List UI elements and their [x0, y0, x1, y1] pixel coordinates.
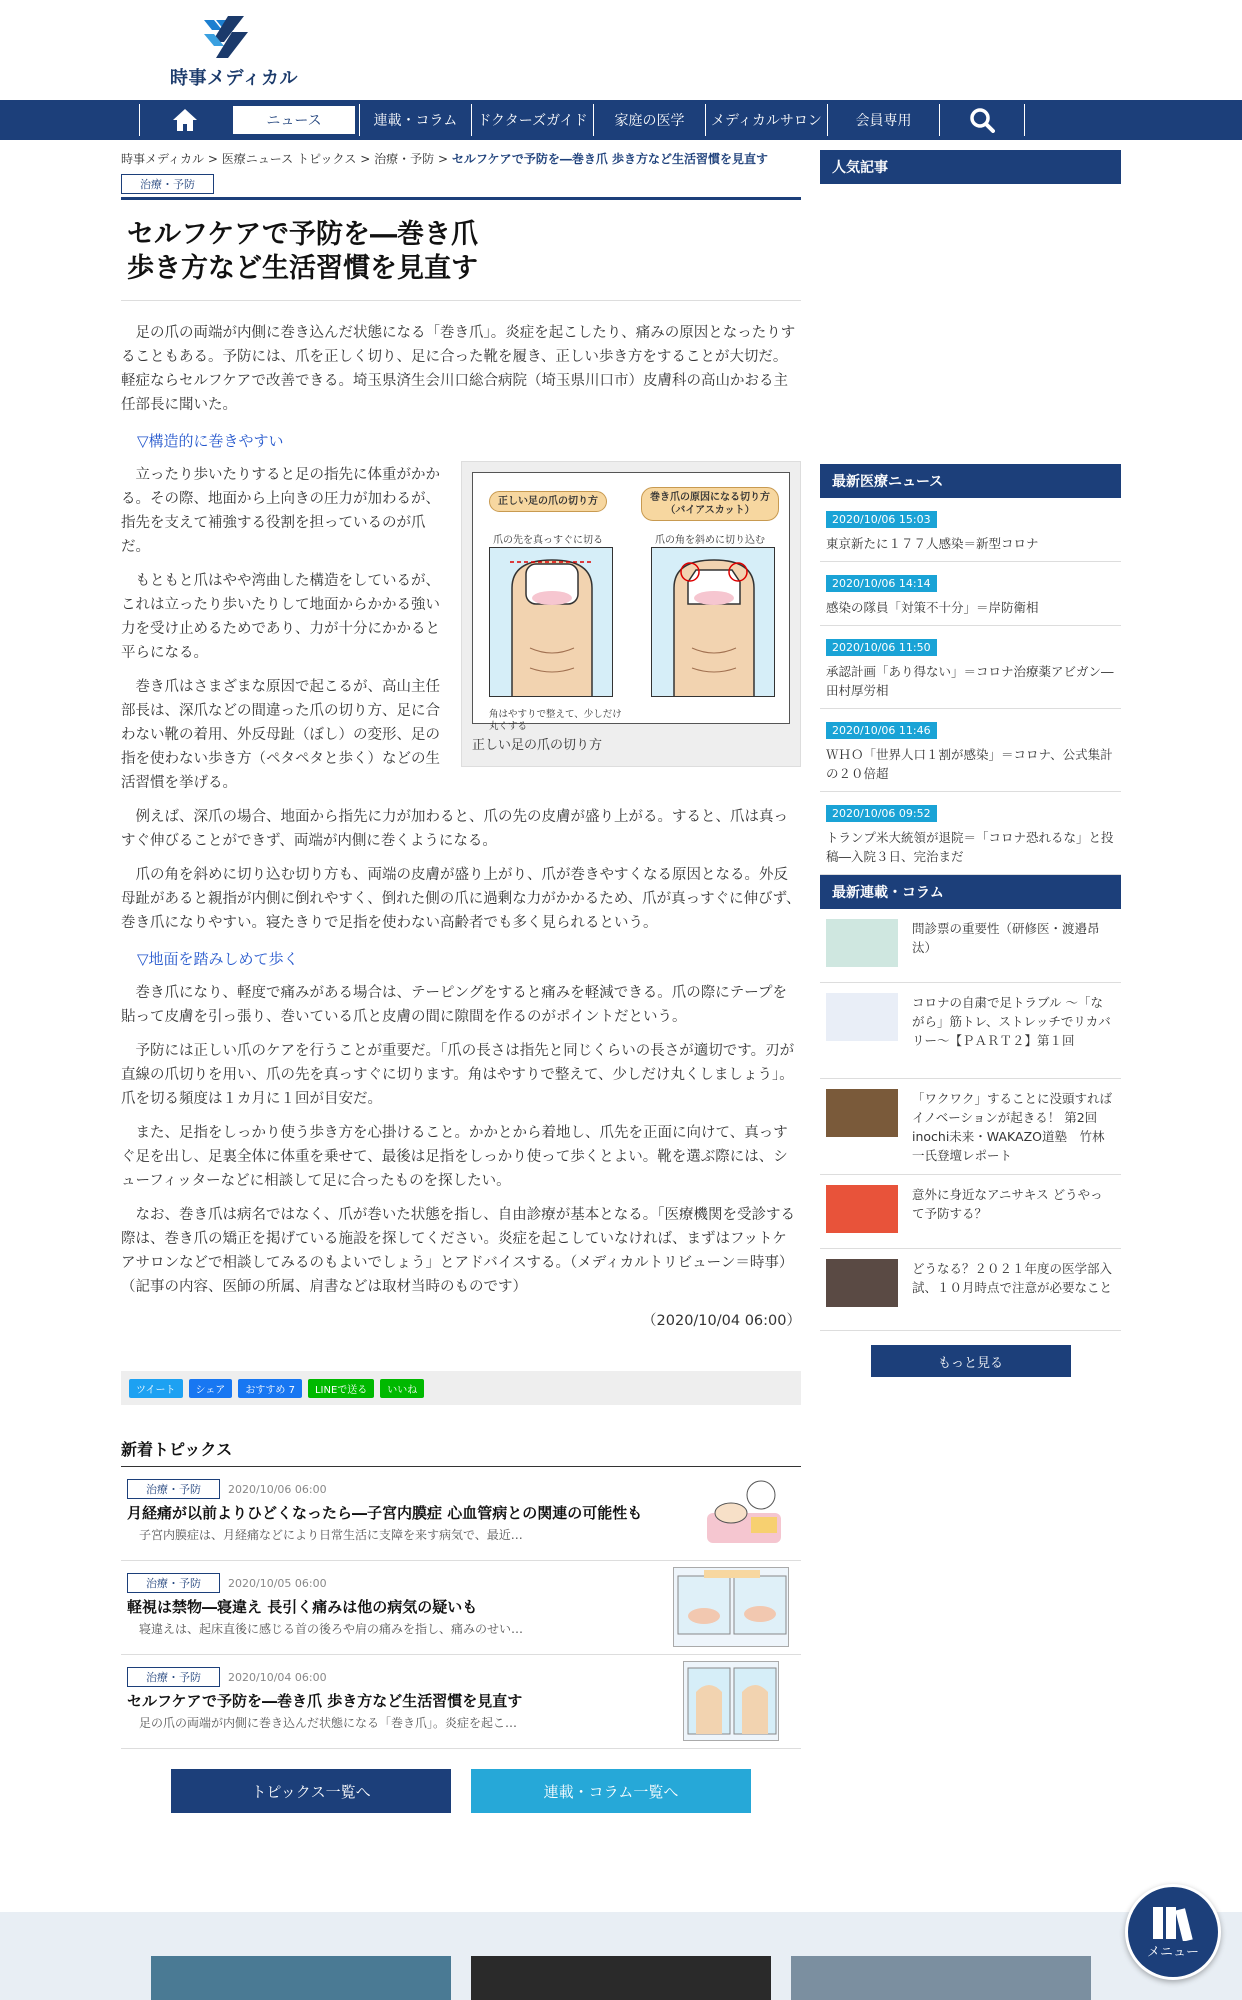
- breadcrumb: [121, 150, 801, 170]
- site-header: [0, 0, 1242, 100]
- article-paragraph: また、足指をしっかり使う歩き方を心掛けること。かかとから着地し、爪先を正面に向けて、真っすぐ足を出し、足裏全体に体重を乗せて、最後は足指をしっかり使って歩くとよい。靴を選ぶ際には、シューフィッターなどに相談して足に合ったものを探したい。: [121, 1125, 788, 1189]
- article-title: [121, 200, 801, 301]
- nav-members[interactable]: 会員専用: [827, 104, 939, 136]
- column-title[interactable]: どうなる？２０２１年度の医学部入試、１０月時点で注意が必要なこと: [912, 1261, 1113, 1295]
- share-button[interactable]: おすすめ 7: [238, 1379, 302, 1398]
- topics-list-button[interactable]: トピックス一覧へ: [171, 1769, 451, 1813]
- logo-text: 時事メディカル: [170, 68, 299, 89]
- nav-news[interactable]: ニュース: [233, 106, 355, 134]
- topic-item[interactable]: [121, 1467, 801, 1561]
- subheading-1: ▽構造的に巻きやすい: [137, 432, 284, 450]
- latest-news-list: [820, 498, 1121, 875]
- article-paragraph: 予防には正しい爪のケアを行うことが重要だ。「爪の長さは指先と同じくらいの長さが適切です。刃が直線の爪切りを用い、爪の先を真っすぐに切ります。角はやすりで整えて、少しだけ丸くしましょう」。爪を切る頻度は１カ月に１回が目安だ。: [121, 1043, 795, 1107]
- breadcrumb-category[interactable]: 治療・予防: [374, 152, 435, 166]
- figure-correct-note: 角はやすりで整えて、少しだけ丸くする: [489, 709, 622, 732]
- topic-category[interactable]: 治療・予防: [127, 1573, 220, 1593]
- new-topics-heading: 新着トピックス: [121, 1437, 801, 1467]
- column-thumbnail[interactable]: [826, 919, 898, 967]
- news-title[interactable]: 感染の隊員「対策不十分」＝岸防衛相: [826, 600, 1039, 615]
- column-item[interactable]: [820, 909, 1121, 983]
- topic-item[interactable]: [121, 1561, 801, 1655]
- title-line-2: 歩き方など生活習慣を見直す: [127, 253, 478, 284]
- sidebar: [820, 150, 1121, 1377]
- nav-columns[interactable]: 連載・コラム: [359, 104, 471, 136]
- menu-button[interactable]: [1125, 1884, 1221, 1980]
- category-tag[interactable]: 治療・予防: [121, 174, 214, 194]
- nav-search[interactable]: [939, 104, 1025, 136]
- nav-home[interactable]: [139, 104, 229, 136]
- topic-title[interactable]: 月経痛が以前よりひどくなったら―子宮内膜症 心血管病との関連の可能性も: [127, 1504, 643, 1522]
- news-time: 2020/10/06 09:52: [826, 805, 937, 822]
- site-logo[interactable]: [170, 14, 299, 89]
- topic-desc: 足の爪の両端が内側に巻き込んだ状態になる「巻き爪」。炎症を起こ…: [139, 1716, 518, 1730]
- search-icon: [969, 107, 995, 133]
- topic-thumbnail[interactable]: [683, 1661, 779, 1741]
- figure-caption: 正しい足の爪の切り方: [472, 738, 603, 753]
- topic-thumbnail[interactable]: [673, 1567, 789, 1647]
- article-paragraph: 巻き爪になり、軽度で痛みがある場合は、テーピングをすると痛みを軽減できる。爪の際にテープを貼って皮膚を引っ張り、巻いている爪と皮膚の間に隙間を作るのがポイントだという。: [121, 985, 787, 1025]
- list-buttons: [121, 1769, 801, 1813]
- article-paragraph: もともと爪はやや湾曲した構造をしているが、これは立ったり歩いたりして地面からかかる強い力を受け止めるためであり、力が十分にかかると平らになる。: [121, 573, 440, 661]
- column-thumbnail[interactable]: [826, 1185, 898, 1233]
- column-title[interactable]: 意外に身近なアニサキス どうやって予防する？: [912, 1187, 1103, 1221]
- nav-doctors-guide[interactable]: ドクターズガイド: [471, 104, 593, 136]
- nail-cut-illustration: [472, 472, 790, 732]
- column-thumbnail[interactable]: [826, 993, 898, 1041]
- topic-desc: 子宮内膜症は、月経痛などにより日常生活に支障を来す病気で、最近…: [139, 1528, 523, 1542]
- latest-columns-heading: 最新連載・コラム: [820, 875, 1121, 909]
- article-figure[interactable]: [461, 461, 801, 767]
- column-thumbnail[interactable]: [826, 1259, 898, 1307]
- article-lead: 足の爪の両端が内側に巻き込んだ状態になる「巻き爪」。炎症を起こしたり、痛みの原因となったりすることもある。予防には、爪を正しく切り、足に合った靴を履き、正しい歩き方をすることが大切だ。軽症ならセルフケアで改善できる。埼玉県済生会川口総合病院（埼玉県川口市）皮膚科の高山かおる主任部長に聞いた。: [121, 325, 796, 413]
- home-icon: [172, 108, 198, 132]
- figure-bias-label-1: 巻き爪の原因になる切り方: [650, 492, 770, 503]
- footer-banner[interactable]: [471, 1956, 771, 2000]
- logo-mark-icon: [198, 14, 250, 58]
- footer-banner[interactable]: [791, 1956, 1091, 2000]
- news-time: 2020/10/06 15:03: [826, 511, 937, 528]
- topic-thumbnail[interactable]: [701, 1473, 787, 1553]
- column-item[interactable]: [820, 1079, 1121, 1175]
- article-date: （2020/10/04 06:00）: [642, 1313, 801, 1329]
- news-time: 2020/10/06 11:46: [826, 722, 937, 739]
- column-title[interactable]: 「ワクワク」することに没頭すればイノベーションが起きる！ 第2回inochi未来・WAKAZO道塾 竹林一氏登壇レポート: [912, 1091, 1113, 1163]
- topic-date: 2020/10/04 06:00: [228, 1670, 327, 1684]
- share-button[interactable]: シェア: [189, 1379, 233, 1398]
- popular-heading: 人気記事: [820, 150, 1121, 184]
- breadcrumb-separator: >: [207, 152, 218, 166]
- news-time: 2020/10/06 14:14: [826, 575, 937, 592]
- column-item[interactable]: [820, 1175, 1121, 1249]
- share-button[interactable]: ツイート: [129, 1379, 183, 1398]
- breadcrumb-separator: >: [437, 152, 449, 166]
- subheading-2: ▽地面を踏みしめて歩く: [137, 950, 299, 968]
- news-title[interactable]: ＷＨＯ「世界人口１割が感染」＝コロナ、公式集計の２０倍超: [826, 747, 1113, 781]
- column-title[interactable]: 問診票の重要性（研修医・渡邉昂汰）: [912, 921, 1100, 955]
- toe-straight-icon: [489, 547, 613, 697]
- footer-banner[interactable]: [151, 1956, 451, 2000]
- news-title[interactable]: 東京新たに１７７人感染＝新型コロナ: [826, 536, 1039, 551]
- topic-title[interactable]: セルフケアで予防を―巻き爪 歩き方など生活習慣を見直す: [127, 1692, 523, 1710]
- article-paragraph: 例えば、深爪の場合、地面から指先に力が加わると、爪の先の皮膚が盛り上がる。すると、爪は真っすぐ伸びることができず、両端が内側に巻くようになる。: [121, 809, 788, 849]
- share-bar: [121, 1371, 801, 1405]
- title-line-1: セルフケアで予防を―巻き爪: [127, 219, 478, 250]
- topic-title[interactable]: 軽視は禁物―寝違え 長引く痛みは他の病気の疑いも: [127, 1598, 478, 1616]
- column-thumbnail[interactable]: [826, 1089, 898, 1137]
- figure-correct-cut: [473, 483, 623, 732]
- news-item[interactable]: [820, 562, 1121, 626]
- topic-category[interactable]: 治療・予防: [127, 1479, 220, 1499]
- figure-correct-sub: 爪の先を真っすぐに切る: [493, 535, 603, 546]
- news-title[interactable]: トランプ米大統領が退院＝「コロナ恐れるな」と投稿―入院３日、完治まだ: [826, 830, 1114, 864]
- global-nav: [0, 100, 1242, 140]
- figure-bias-cut: [635, 483, 785, 713]
- breadcrumb-home[interactable]: 時事メディカル: [121, 152, 205, 166]
- figure-correct-label: 正しい足の爪の切り方: [489, 491, 607, 512]
- article-paragraph: 立ったり歩いたりすると足の指先に体重がかかる。その際、地面から上向きの圧力が加わるが、指先を支えて補強する役割を担っているのが爪だ。: [121, 467, 440, 555]
- topic-date: 2020/10/05 06:00: [228, 1576, 327, 1590]
- breadcrumb-separator: >: [360, 152, 371, 166]
- popular-articles-area: [820, 184, 1121, 464]
- breadcrumb-topics[interactable]: 医療ニュース トピックス: [221, 152, 357, 166]
- latest-columns-list: [820, 909, 1121, 1331]
- topic-desc: 寝違えは、起床直後に感じる首の後ろや肩の痛みを指し、痛みのせい…: [139, 1622, 524, 1636]
- topic-item[interactable]: [121, 1655, 801, 1749]
- article-paragraph: 巻き爪はさまざまな原因で起こるが、高山主任部長は、深爪などの間違った爪の切り方、足に合わない靴の着用、外反母趾（ぼし）の変形、足の指を使わない歩き方（ペタペタと歩く）などの生活習慣を挙げる。: [121, 679, 440, 791]
- more-button[interactable]: もっと見る: [871, 1345, 1071, 1377]
- share-button[interactable]: いいね: [380, 1379, 424, 1398]
- columns-list-button[interactable]: 連載・コラム一覧へ: [471, 1769, 751, 1813]
- menu-label: メニュー: [1146, 1944, 1199, 1960]
- nav-family-medicine[interactable]: 家庭の医学: [593, 104, 705, 136]
- news-item[interactable]: [820, 626, 1121, 709]
- article-body: [121, 321, 801, 1333]
- column-item[interactable]: [820, 983, 1121, 1079]
- share-button[interactable]: LINEで送る: [308, 1379, 374, 1398]
- breadcrumb-current: セルフケアで予防を―巻き爪 歩き方など生活習慣を見直す: [451, 152, 769, 166]
- news-time: 2020/10/06 11:50: [826, 639, 937, 656]
- topic-list: [121, 1467, 801, 1749]
- figure-bias-label: [641, 487, 779, 521]
- toe-bias-icon: [651, 547, 775, 697]
- news-item[interactable]: [820, 792, 1121, 875]
- article-paragraph: 爪の角を斜めに切り込む切り方も、両端の皮膚が盛り上がり、爪が巻きやすくなる原因となる。外反母趾があると親指が内側に倒れやすく、倒れた側の爪に過剰な力がかかるため、爪が真っすぐに伸びず、巻き爪になりやすい。寝たきりで足指を使わない高齢者でも多く見られるという。: [121, 867, 801, 931]
- news-item[interactable]: [820, 498, 1121, 562]
- column-title[interactable]: コロナの自粛で足トラブル ～「ながら」筋トレ、ストレッチでリカバリー～【ＰＡＲＴ２】第１回: [912, 995, 1111, 1048]
- figure-bias-label-2: （バイアスカット）: [665, 505, 755, 516]
- topic-category[interactable]: 治療・予防: [127, 1667, 220, 1687]
- article-paragraph: なお、巻き爪は病名ではなく、爪が巻いた状態を指し、自由診療が基本となる。「医療機関を受診する際は、巻き爪の矯正を掲げている施設を探してください。炎症を起こしていなければ、まずはフットケアサロンなどで相談してみるのもよいでしょう」とアドバイスする。（メディカルトリビューン＝時事）（記事の内容、医師の所属、肩書などは取材当時のものです）: [121, 1207, 795, 1295]
- main-column: [121, 150, 801, 1813]
- latest-news-heading: 最新医療ニュース: [820, 464, 1121, 498]
- books-icon: [1149, 1905, 1197, 1941]
- topic-date: 2020/10/06 06:00: [228, 1482, 327, 1496]
- news-item[interactable]: [820, 709, 1121, 792]
- column-item[interactable]: [820, 1249, 1121, 1331]
- nav-medical-salon[interactable]: メディカルサロン: [705, 104, 827, 136]
- figure-bias-sub: 爪の角を斜めに切り込む: [655, 535, 765, 546]
- news-title[interactable]: 承認計画「あり得ない」＝コロナ治療薬アビガン―田村厚労相: [826, 664, 1114, 698]
